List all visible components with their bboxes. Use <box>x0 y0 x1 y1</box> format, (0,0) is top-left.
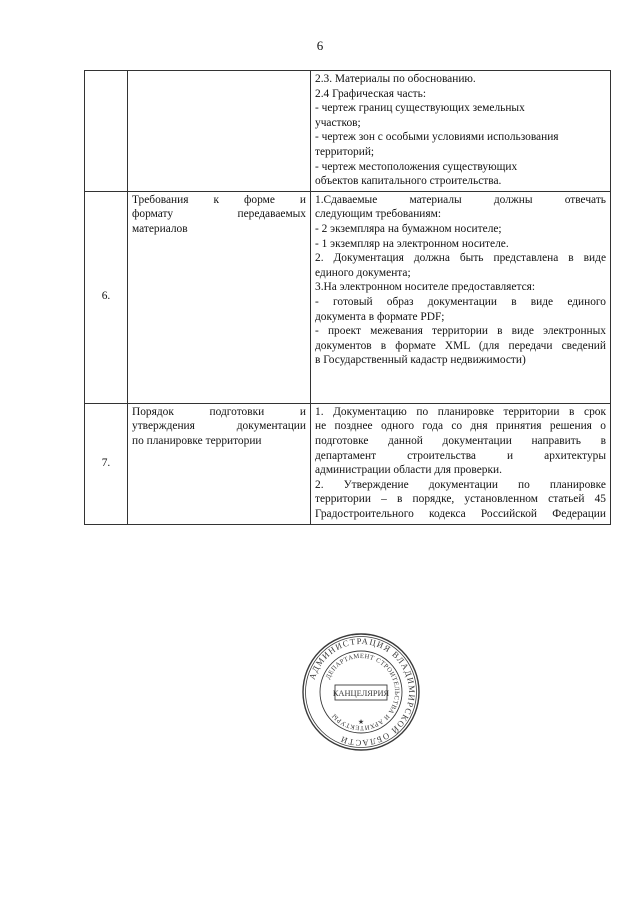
page-number: 6 <box>316 38 324 53</box>
text-line: Градостроительного кодекса Российской Федерации <box>315 507 606 520</box>
table-row <box>85 191 611 403</box>
text-line: документа в формате PDF; <box>315 310 445 323</box>
text-line: 1. Документацию по планировке территории в срок <box>315 405 606 418</box>
text-line: формату передаваемых <box>132 208 306 221</box>
text-line: - 1 экземпляр на электронном носителе. <box>315 237 509 250</box>
requirements-table <box>84 70 611 525</box>
text-line: в Государственный кадастр недвижимости) <box>315 354 526 367</box>
text-line: - проект межевания территории в виде электронных <box>315 325 606 338</box>
text-line: 1.Сдаваемые материалы должны отвечать <box>315 193 606 206</box>
text-line: администрации области для проверки. <box>315 464 502 477</box>
text-line: подготовке данной документации направить в <box>315 434 606 447</box>
row-number-cell: 6. <box>85 191 128 403</box>
text-line: объектов капитального строительства. <box>315 175 502 188</box>
text-line: - чертеж местоположения существующих <box>315 160 518 173</box>
text-line: следующим требованиям: <box>315 208 442 221</box>
text-line: - чертеж границ существующих земельных <box>315 102 525 115</box>
text-line: 3.На электронном носителе предоставляется: <box>315 281 536 294</box>
text-line: - чертеж зон с особыми условиями использования <box>315 131 559 144</box>
text-line: не позднее одного года со дня принятия решения о <box>315 420 606 433</box>
stamp-outer-text-path: АДМИНИСТРАЦИЯ ВЛАДИМИРСКОЙ ОБЛАСТИ <box>306 635 418 749</box>
row-value-cell <box>311 71 611 192</box>
stamp-inner-text-path: ДЕПАРТАМЕНТ СТРОИТЕЛЬСТВА И АРХИТЕКТУРЫ <box>324 652 401 732</box>
text-line: территорий; <box>315 145 375 158</box>
text-line: 2. Утверждение документации по планировке <box>315 478 606 491</box>
text-line: Порядок подготовки и <box>132 405 306 418</box>
text-line: департамент строительства и архитектуры <box>315 449 606 462</box>
row-name-cell <box>128 71 311 192</box>
stamp-star-icon: ★ <box>357 718 365 726</box>
row-name-cell <box>128 403 311 524</box>
text-line: по планировке территории <box>132 434 262 447</box>
row-value-cell <box>311 403 611 524</box>
text-line: 2.3. Материалы по обоснованию. <box>315 73 476 85</box>
stamp-center-text: КАНЦЕЛЯРИЯ <box>332 689 390 698</box>
text-line: утверждения документации <box>132 420 306 433</box>
text-line: материалов <box>132 222 188 235</box>
table-row <box>85 403 611 524</box>
row-number-cell: 7. <box>85 403 128 524</box>
text-line: единого документа; <box>315 266 411 279</box>
text-line: - готовый образ документации в виде единого <box>315 295 606 308</box>
row-name-cell <box>128 191 311 403</box>
text-line: 2.4 Графическая часть: <box>315 87 426 100</box>
text-line: Требования к форме и <box>132 193 306 206</box>
text-line: - 2 экземпляра на бумажном носителе; <box>315 222 502 235</box>
row-value-cell <box>311 191 611 403</box>
text-line: 2. Документация должна быть представлена в виде <box>315 252 606 265</box>
table-row <box>85 71 611 192</box>
text-line: документов в формате XML (для передачи сведений <box>315 339 606 352</box>
text-line: территории – в порядке, установленном статьей 45 <box>315 493 606 506</box>
text-line: участков; <box>315 116 361 129</box>
row-number-cell <box>85 71 128 192</box>
office-stamp <box>301 632 421 752</box>
